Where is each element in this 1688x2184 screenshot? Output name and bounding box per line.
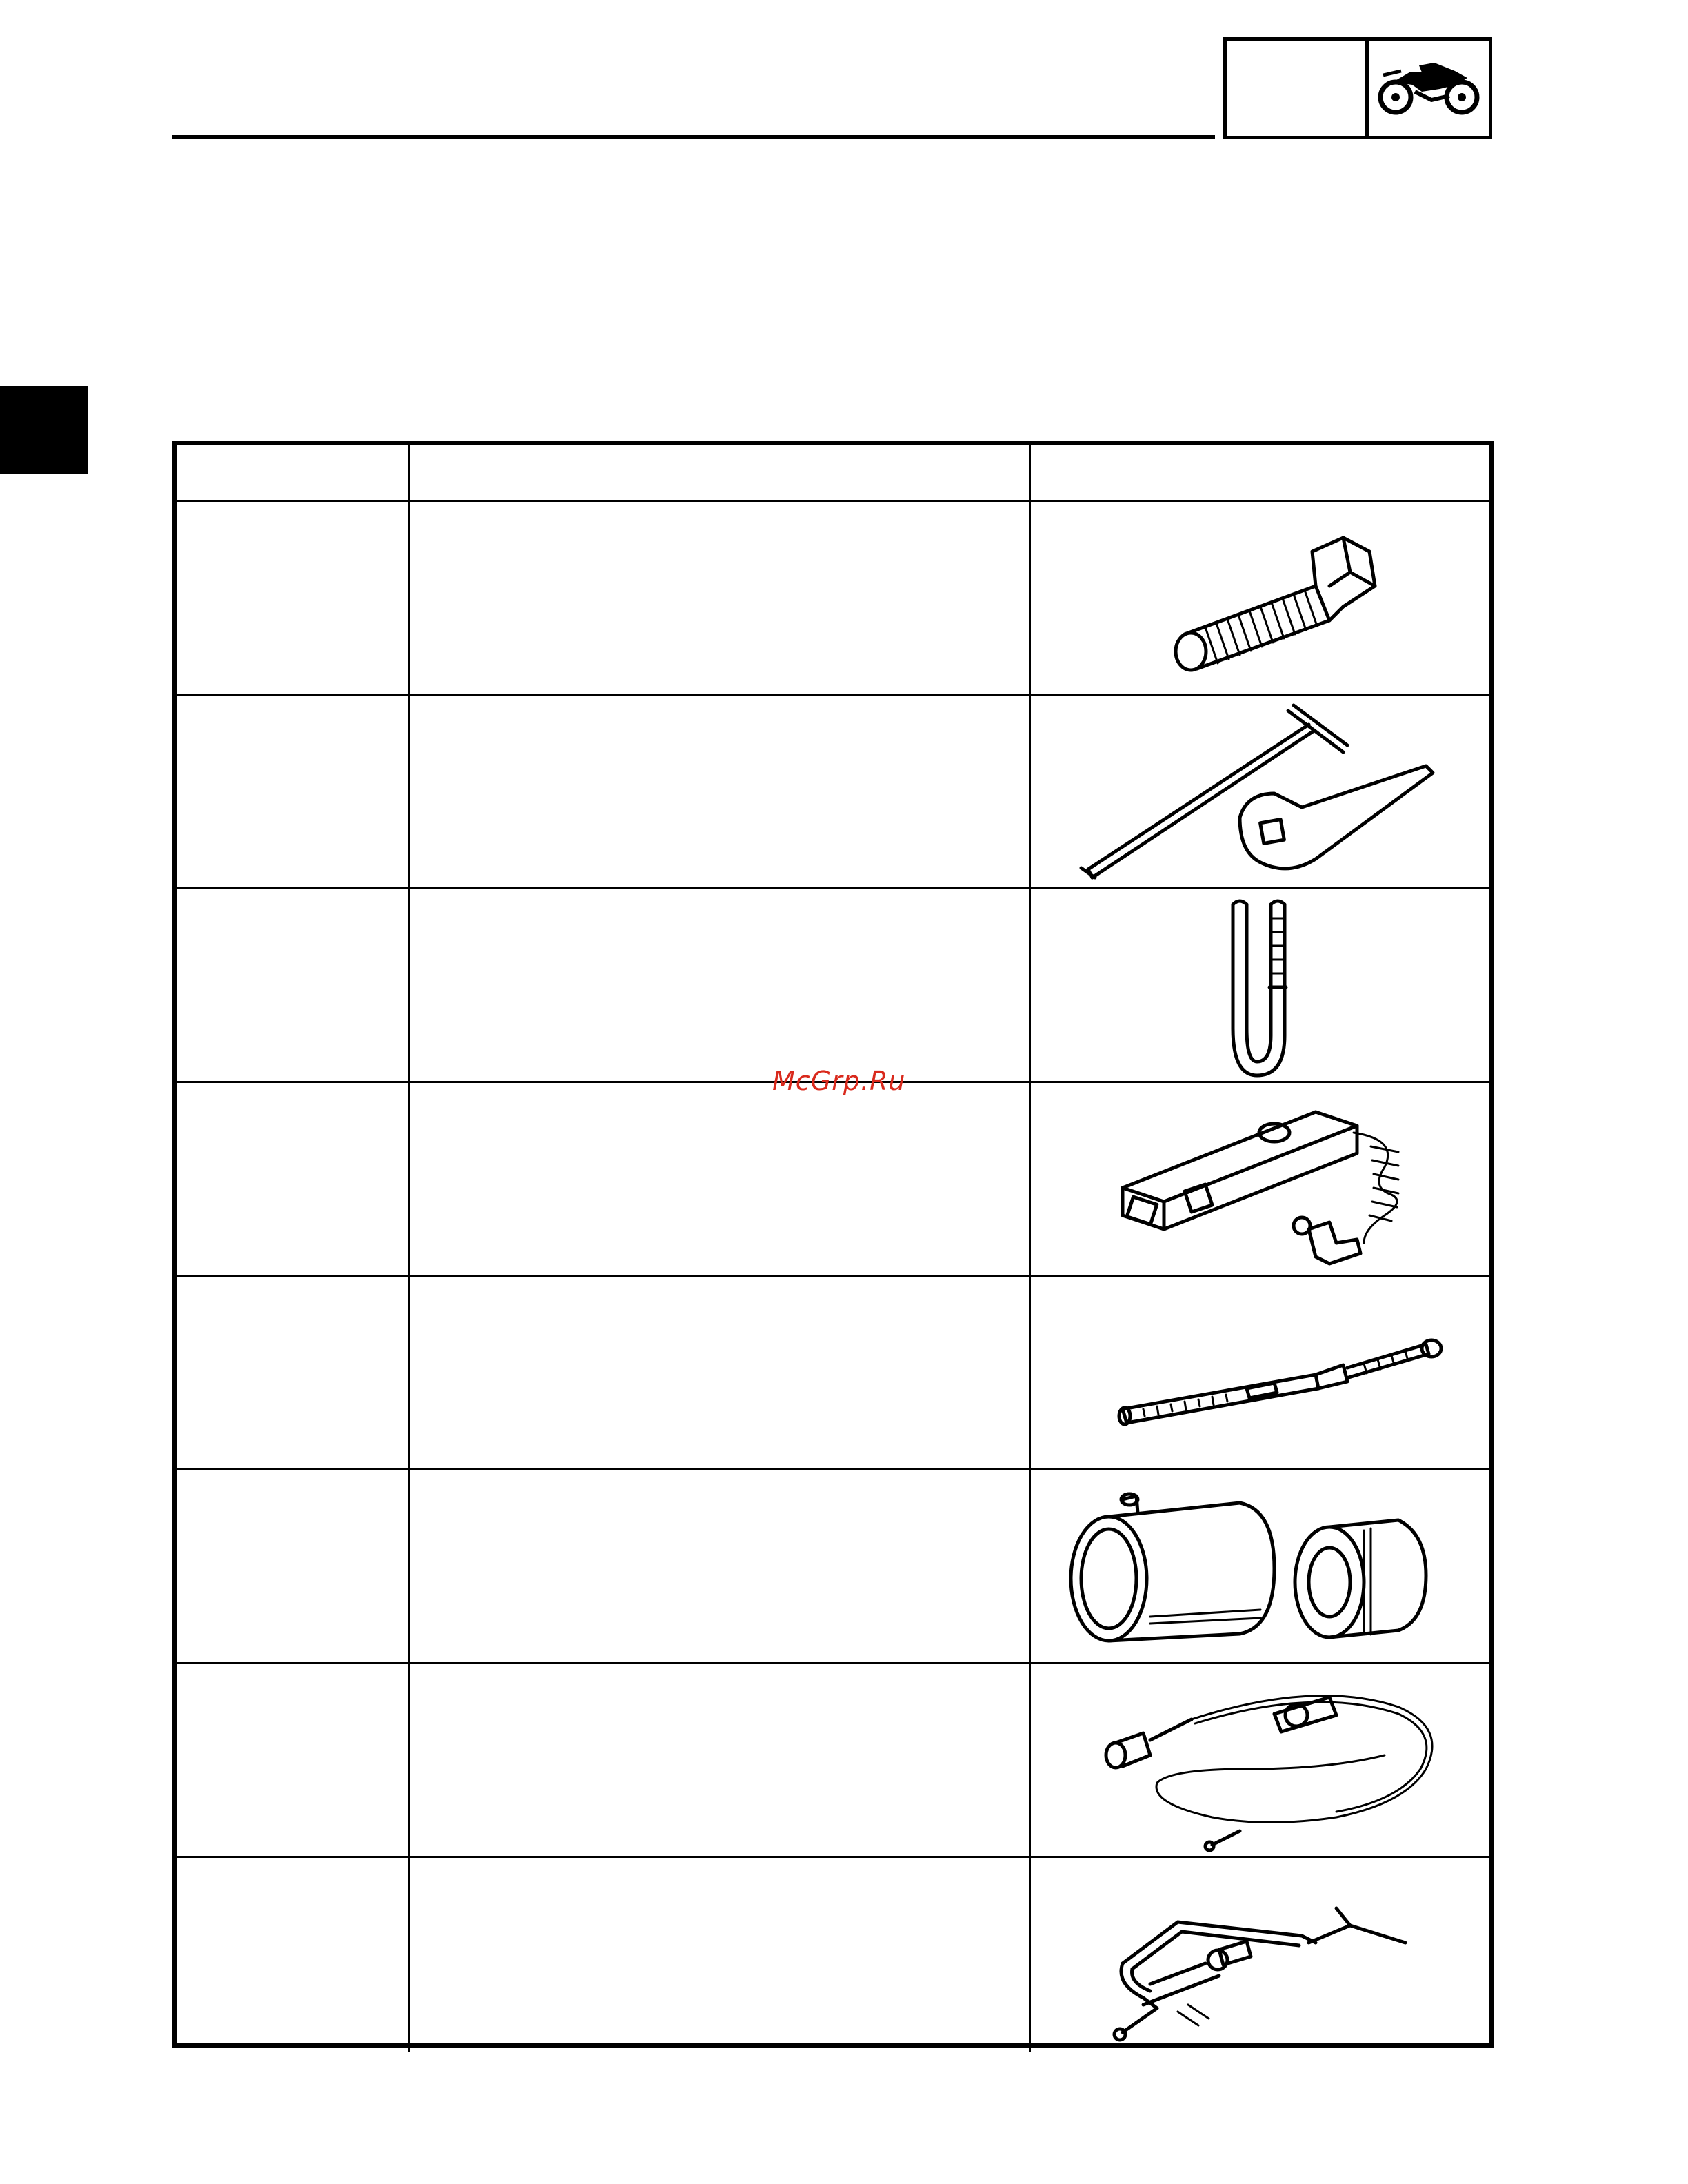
tool-number bbox=[177, 502, 408, 694]
table-row bbox=[177, 1083, 1489, 1277]
tool-number bbox=[177, 1664, 408, 1856]
table-row bbox=[177, 1277, 1489, 1470]
tool-name bbox=[410, 502, 1029, 694]
u-tube-gauge-icon bbox=[1040, 891, 1481, 1080]
tool-name bbox=[410, 1470, 1029, 1662]
table-row bbox=[177, 696, 1489, 889]
tool-name bbox=[410, 889, 1029, 1081]
tool-number bbox=[177, 1858, 408, 2052]
header-tool-number bbox=[177, 445, 408, 500]
table-header-row bbox=[177, 445, 1489, 502]
tool-number bbox=[177, 1277, 408, 1468]
section-header-box bbox=[1223, 37, 1492, 139]
header-rule bbox=[172, 135, 1215, 139]
tool-number bbox=[177, 696, 408, 887]
table-row bbox=[177, 889, 1489, 1083]
valve-spring-compressor-icon bbox=[1040, 1860, 1481, 2050]
t-handle-and-cone-icon bbox=[1040, 697, 1481, 887]
chapter-tab bbox=[0, 386, 88, 474]
section-title-cell bbox=[1227, 41, 1369, 136]
inductive-tester-icon bbox=[1040, 1084, 1481, 1274]
watermark: McGrp.Ru bbox=[772, 1066, 906, 1096]
section-icon-cell bbox=[1369, 41, 1489, 136]
tool-name bbox=[410, 1083, 1029, 1275]
tool-name bbox=[410, 1858, 1029, 2052]
table-row bbox=[177, 1664, 1489, 1858]
table-row bbox=[177, 1858, 1489, 2052]
tool-number bbox=[177, 1083, 408, 1275]
tool-name bbox=[410, 696, 1029, 887]
cable-probe-icon bbox=[1040, 1666, 1481, 1855]
cylinder-and-collar-icon bbox=[1040, 1472, 1481, 1661]
special-tools-table bbox=[172, 441, 1494, 2048]
tool-name bbox=[410, 1277, 1029, 1468]
motorcycle-icon bbox=[1374, 57, 1484, 119]
table-row bbox=[177, 502, 1489, 696]
table-row bbox=[177, 1470, 1489, 1664]
tool-number bbox=[177, 889, 408, 1081]
torque-wrench-icon bbox=[1040, 1278, 1481, 1468]
threaded-bolt-icon bbox=[1040, 503, 1481, 693]
header-tool-name bbox=[410, 445, 1029, 500]
tool-number bbox=[177, 1470, 408, 1662]
tool-name bbox=[410, 1664, 1029, 1856]
